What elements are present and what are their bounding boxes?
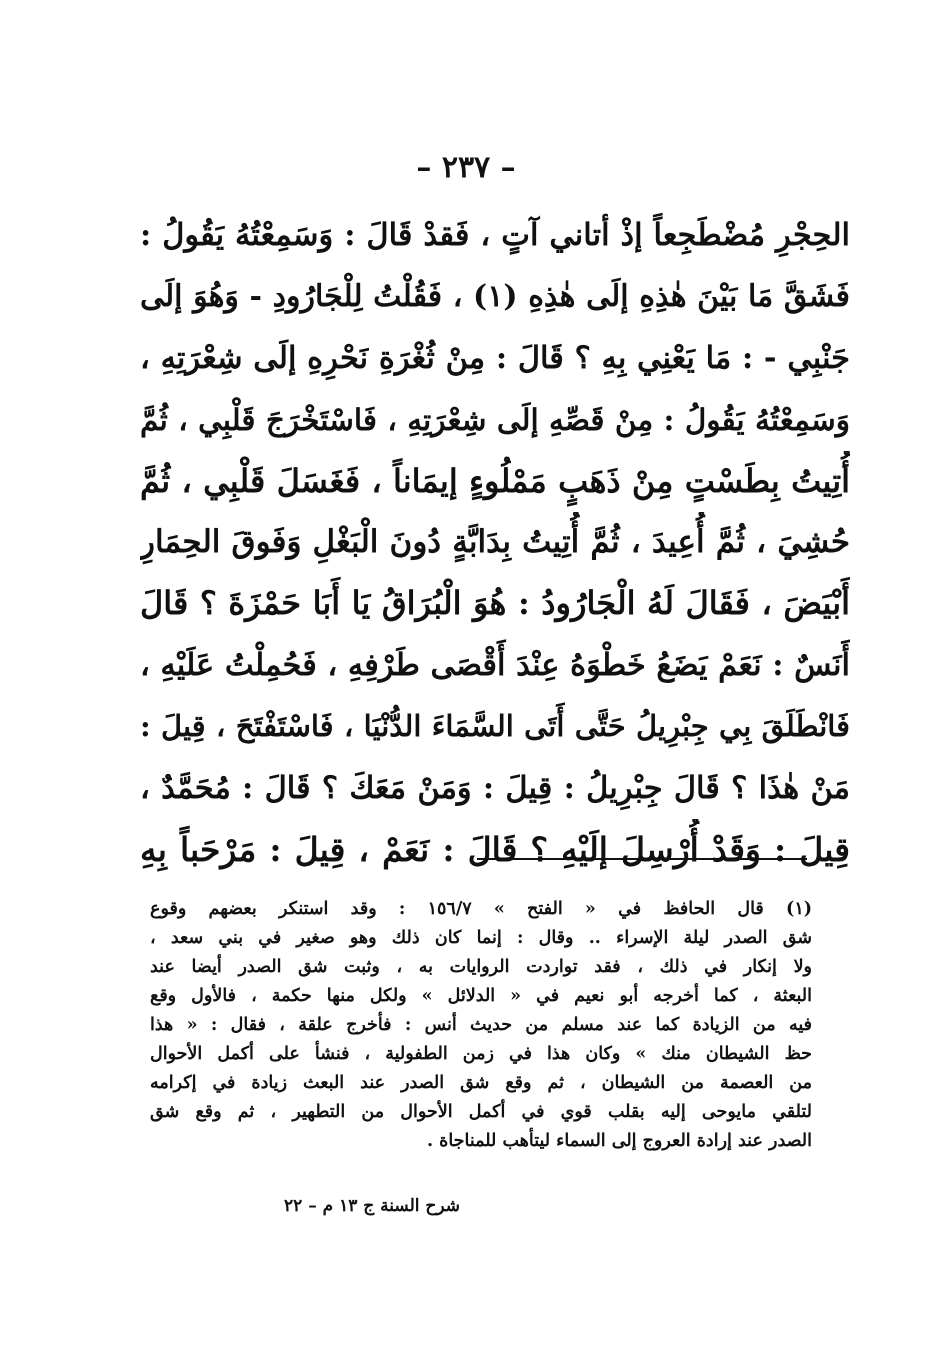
footnote-line: البعثة ، كما أخرجه أبو نعيم في « الدلائل » ولكل منها حكمة ، فالأول وقع — [150, 986, 812, 1006]
page-number: – ٢٣٧ – — [416, 150, 516, 185]
book-signature: شرح السنة ج ١٣ م – ٢٢ — [284, 1196, 460, 1216]
main-text-line: جَنْبِي - : مَا يَعْنِي بِهِ ؟ قَالَ : مِنْ ثُغْرَةِ نَحْرِهِ إلَى شِعْرَتِهِ ، — [140, 339, 850, 376]
footnote-line: ولا إنكار في ذلك ، فقد تواردت الروايات به ، وثبت شق الصدر أيضا عند — [150, 957, 812, 977]
main-text-line: قِيلَ : وَقَدْ أُرْسِلَ إلَيْهِ ؟ قَالَ : نَعَمْ ، قِيلَ : مَرْحَباً بِهِ — [140, 829, 850, 869]
footnote-line: من العصمة من الشيطان ، ثم وقع شق الصدر عند البعث زيادة في إكرامه — [150, 1073, 812, 1093]
main-text-line: أَنَسٌ : نَعَمْ يَضَعُ خَطْوَهُ عِنْدَ أَقْصَى طَرْفِهِ ، فَحُمِلْتُ عَلَيْهِ ، — [140, 646, 850, 683]
footnote-line: (١) قال الحافظ في « الفتح » ١٥٦/٧ : وقد استنكر بعضهم وقوع — [150, 899, 812, 919]
footnote-line: الصدر عند إرادة العروج إلى السماء ليتأهب للمناجاة . — [427, 1131, 812, 1151]
footnotes — [150, 895, 812, 1156]
main-text-line: الحِجْرِ مُضْطَجِعاً إذْ أتاني آتٍ ، فَقدْ قَالَ : وَسَمِعْتُهُ يَقُولُ : — [140, 217, 850, 253]
main-text-line: أُتِيتُ بِطَسْتٍ مِنْ ذَهَبٍ مَمْلُوءٍ إيمَاناً ، فَغَسَلَ قَلْبِي ، ثُمَّ — [140, 461, 850, 500]
main-text-line: أَبْيَضَ ، فَقَالَ لَهُ الْجَارُودُ : هُوَ الْبُرَاقُ يَا أَبَا حَمْزَةَ ؟ قَالَ — [140, 584, 850, 623]
main-text-line: حُشِيَ ، ثُمَّ أُعِيدَ ، ثُمَّ أُتِيتُ بِدَابَّةٍ دُونَ الْبَغْلِ وَفَوقَ الحِمَارِ — [140, 523, 850, 560]
main-text-line: فَشَقَّ مَا بَيْنَ هٰذِهِ إلَى هٰذِهِ (١) ، فَقُلْتُ لِلْجَارُودِ - وَهُوَ إلَى — [140, 279, 850, 315]
footnote-separator — [477, 858, 807, 860]
footnote-line: لتلقي مايوحى إليه بقلب قوي في أكمل الأحوال من التطهير ، ثم وقع شق — [150, 1102, 812, 1122]
footnote-line: شق الصدر ليلة الإسراء .. وقال : إنما كان ذلك وهو صغير في بني سعد ، — [150, 928, 812, 948]
main-text-line: مَنْ هٰذَا ؟ قَالَ جِبْرِيلُ : قِيلَ : وَمَنْ مَعَكَ ؟ قَالَ : مُحَمَّدٌ ، — [140, 769, 850, 806]
main-text-line: وَسَمِعْتُهُ يَقُولُ : مِنْ قَصِّهِ إلَى شِعْرَتِهِ ، فَاسْتَخْرَجَ قَلْبِي ، ثُمَّ — [140, 402, 850, 438]
footnote-line: فيه من الزيادة كما عند مسلم من حديث أنس : فأخرج علقة ، فقال : « هذا — [150, 1015, 812, 1035]
footnote-line: حظ الشيطان منك » وكان هذا في زمن الطفولية ، فنشأ على أكمل الأحوال — [150, 1044, 812, 1064]
main-text — [140, 205, 850, 880]
main-text-line: فَانْطَلَقَ بِي جِبْرِيلُ حَتَّى أَتَى السَّمَاءَ الدُّنْيَا ، فَاسْتَفْتَحَ ، قِيلَ : — [140, 709, 850, 744]
